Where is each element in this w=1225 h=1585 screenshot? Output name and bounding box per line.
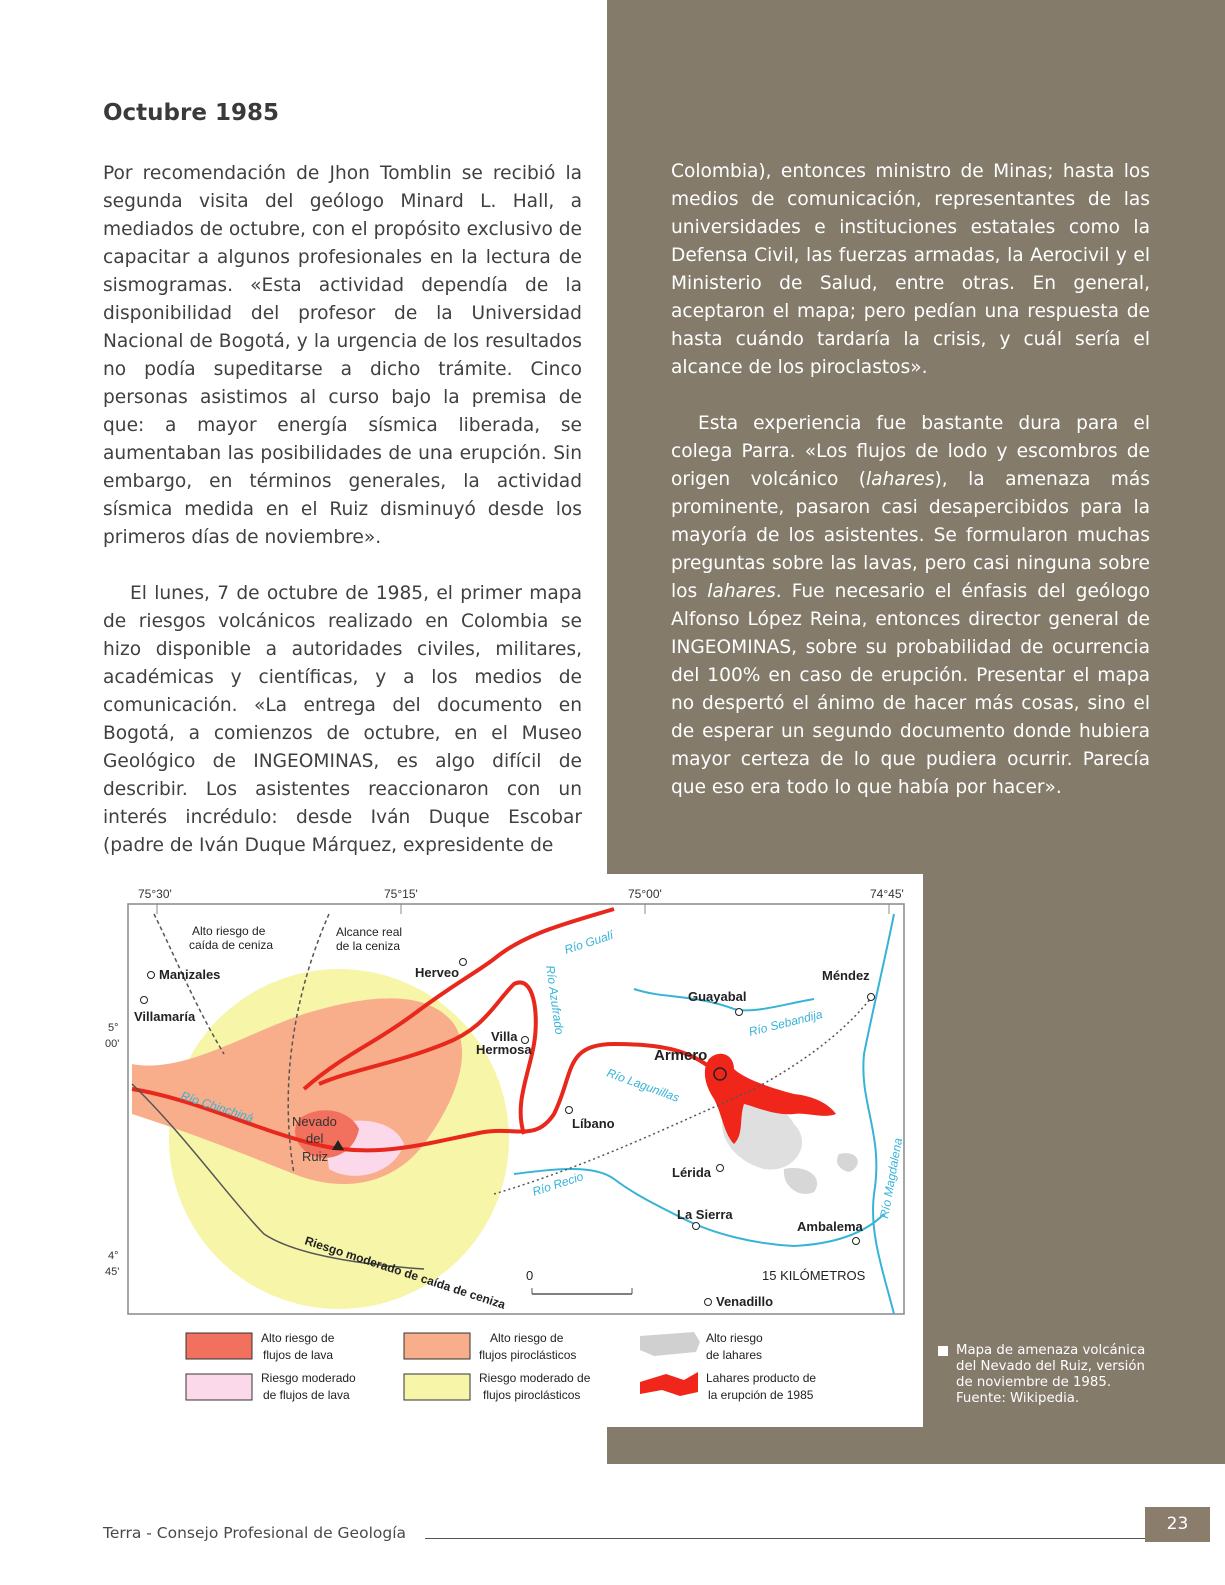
place-label: Guayabal — [688, 989, 747, 1004]
lat-tick: 45' — [105, 1266, 120, 1278]
place-label: Hermosa — [476, 1042, 532, 1057]
lahares-term: lahares — [866, 469, 935, 490]
hazard-map — [94, 874, 923, 1427]
legend-swatch-lahar-high — [640, 1332, 700, 1356]
map-label: de la ceniza — [336, 939, 401, 953]
caption-text: Mapa de amenaza volcánica del Nevado del Ruiz, versión de noviembre de 1985. Fuente: Wikipedia. — [956, 1343, 1146, 1406]
river-label: Río Lagunillas — [604, 1065, 682, 1105]
map-label: caída de ceniza — [189, 938, 274, 952]
legend-label: de flujos de lava — [263, 1388, 350, 1402]
left-column — [103, 160, 582, 860]
legend-label: de lahares — [706, 1348, 763, 1362]
map-label: 0 — [526, 1268, 534, 1283]
lon-tick: 75°15' — [384, 887, 418, 901]
place-label: Villamaría — [134, 1009, 196, 1024]
lat-tick: 00' — [105, 1038, 120, 1050]
legend-swatch-lava-high — [186, 1333, 252, 1359]
map-label: Riesgo moderado de caída de ceniza — [303, 1233, 508, 1312]
river-label: Río Chinchiná — [179, 1088, 256, 1126]
legend-label: flujos de lava — [263, 1348, 334, 1362]
lon-tick: 75°30' — [138, 887, 172, 901]
legend-swatch-pyro-moderate — [404, 1374, 470, 1400]
paragraph: El lunes, 7 de octubre de 1985, el primer mapa de riesgos volcánicos realizado en Colombia se hizo disponible a autoridades civiles, militares, académicas y científicas, y a los medios de comunicación. «La entrega del documento en Bogotá, a comienzos de octubre, en el Museo Geológico de INGEOMINAS, es algo difícil de describir. Los asistentes reaccionaron con un interés incrédulo: desde Iván Duque Escobar (padre de Iván Duque Márquez, expresidente de — [103, 583, 582, 856]
river-label: Río Sebandija — [747, 1007, 824, 1039]
map-label: Alto riesgo de — [192, 924, 266, 938]
legend-label: Riesgo moderado de — [479, 1371, 591, 1385]
place-label: Ambalema — [797, 1219, 863, 1234]
map-label: 15 KILÓMETROS — [762, 1268, 866, 1283]
caption-bullet — [938, 1346, 948, 1356]
river-label: Río Recio — [530, 1169, 586, 1199]
legend-label: Lahares producto de — [706, 1371, 817, 1385]
place-label: Herveo — [415, 965, 460, 980]
lon-tick: 74°45' — [870, 887, 904, 901]
place-label: Nevado — [292, 1114, 337, 1129]
legend-swatch-lahar-1985 — [640, 1372, 698, 1396]
page-number: 23 — [1145, 1507, 1210, 1542]
place-label: Armero — [654, 1047, 708, 1064]
section-heading: Octubre 1985 — [103, 100, 279, 126]
river-label: Río Magdalena — [877, 1136, 906, 1220]
place-label: Lérida — [672, 1165, 712, 1180]
place-label: Manizales — [159, 967, 221, 982]
footer-rule — [425, 1538, 1145, 1539]
legend-swatch-pyro-high — [404, 1333, 470, 1359]
place-label: Méndez — [822, 968, 870, 983]
river-label: Río Gualí — [562, 927, 616, 957]
legend-label: la erupción de 1985 — [708, 1388, 814, 1402]
lon-tick: 75°00' — [628, 887, 662, 901]
legend-label: Riesgo moderado — [261, 1371, 356, 1385]
legend-label: Alto riesgo de — [261, 1331, 335, 1345]
footer-publication: Terra - Consejo Profesional de Geología — [103, 1524, 407, 1542]
legend-label: Alto riesgo de — [490, 1331, 564, 1345]
place-label: Villa — [491, 1029, 518, 1044]
lahares-term: lahares — [707, 581, 776, 602]
place-label: La Sierra — [677, 1207, 733, 1222]
lat-tick: 4° — [108, 1250, 119, 1262]
paragraph: Esta experiencia fue bastante dura para el colega Parra. «Los flujos de lodo y escombros de origen volcánico (lahares), la amenaza más prominente, pasaron casi desapercibidos para la mayoría de los asistentes. Se formularon muchas preguntas sobre las lavas, pero casi ninguna sobre los lahares. Fue necesario el énfasis del geólogo Alfonso López Reina, entonces director general de INGEOMINAS, sobre su probabilidad de ocurrencia del 100% en caso de erupción. Presentar el mapa no despertó el ánimo de hacer más cosas, sino el de esperar un segundo documento donde hubiera mayor certeza de lo que pudiera ocurrir. Parecía que eso era todo lo que había por hacer». — [671, 413, 1150, 798]
lat-tick: 5° — [108, 1022, 119, 1034]
place-label: del — [306, 1131, 324, 1146]
legend-swatch-lava-moderate — [186, 1374, 252, 1400]
map-label: Alcance real — [336, 925, 403, 939]
river-label: Río Azufrado — [543, 964, 567, 1036]
map-caption — [938, 1343, 1158, 1407]
place-label: Venadillo — [716, 1294, 774, 1309]
place-label: Líbano — [572, 1116, 615, 1131]
paragraph: Por recomendación de Jhon Tomblin se recibió la segunda visita del geólogo Minard L. Hall, a mediados de octubre, con el propósito exclusivo de capacitar a algunos profesionales en la lectura de sismogramas. «Esta actividad dependía de la disponibilidad del profesor de la Universidad Nacional de Bogotá, y la urgencia de los resultados no podía supeditarse a dicho trámite. Cinco personas asistimos al curso bajo la premisa de que: a mayor energía sísmica liberada, se aumentaban las posibilidades de una erupción. Sin embargo, en términos generales, la actividad sísmica medida en el Ruiz disminuyó desde los primeros días de noviembre». — [103, 163, 582, 548]
paragraph: Colombia), entonces ministro de Minas; hasta los medios de comunicación, representantes de las universidades e instituciones estatales como la Defensa Civil, las fuerzas armadas, la Aerocivil y el Ministerio de Salud, entre otras. En general, aceptaron el mapa; pero pedían una respuesta de hasta cuándo tardaría la crisis, y cuál sería el alcance de los piroclastos». — [671, 161, 1150, 378]
legend-label: flujos piroclásticos — [483, 1388, 581, 1402]
legend-label: Alto riesgo — [706, 1331, 763, 1345]
right-column — [671, 158, 1150, 802]
place-label: Ruiz — [302, 1149, 329, 1164]
legend-label: flujos piroclásticos — [479, 1348, 577, 1362]
